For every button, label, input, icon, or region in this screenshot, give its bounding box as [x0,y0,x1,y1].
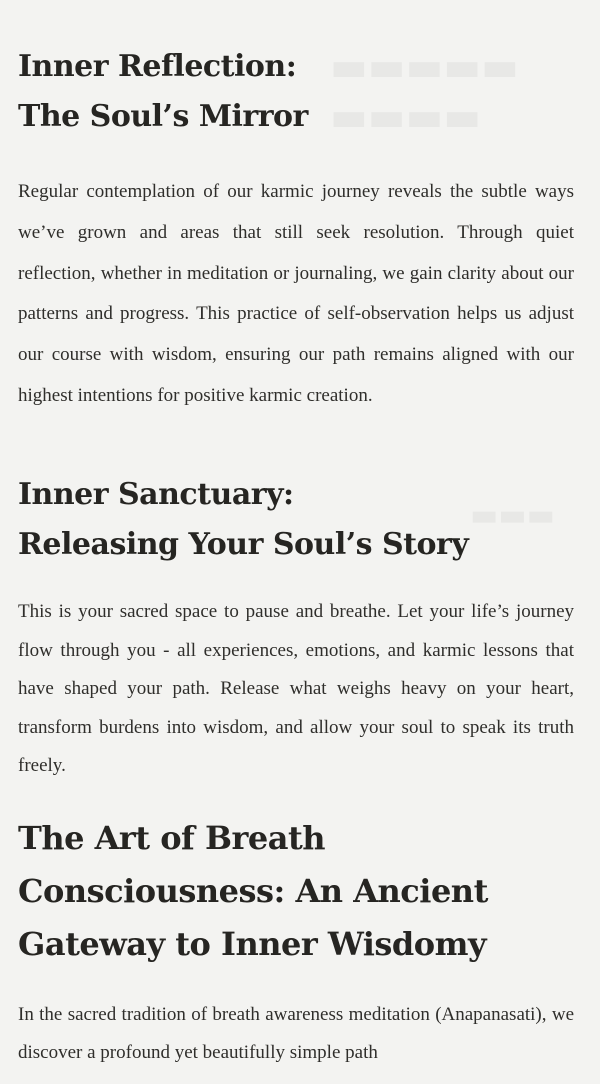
section-paragraph-breath-consciousness: In the sacred tradition of breath awareness meditation (Anapanasati), we discover a profound yet beautifully simple path [18,1004,574,1063]
heading-line: The Art of Breath [18,819,325,857]
section-paragraph-inner-reflection: Regular contemplation of our karmic journey reveals the subtle ways we’ve grown and areas that still seek resolution. Through quiet reflection, whether in meditation or journaling, we gain clarity about our patterns and progress. This practice of self-observation helps us adjust our course with wisdom, ensuring our path remains aligned with our highest intentions for positive karmic creation. [18,181,574,406]
bleed-through-text: ▬▬▬ [470,498,556,533]
section-heading-breath-consciousness [18,812,574,971]
section-paragraph-inner-sanctuary: This is your sacred space to pause and breathe. Let your life’s journey flow through you - all experiences, emotions, and karmic lessons that have shaped your path. Release what weighs heavy on your heart, transform burdens into wisdom, and allow your soul to speak its truth freely. [18,601,574,776]
section-heading-inner-sanctuary [18,470,574,570]
heading-line: Gateway to Inner Wisdomy [18,925,487,963]
heading-line: Releasing Your Soul’s Story [18,527,469,562]
heading-line: Inner Sanctuary: [18,477,294,512]
heading-line: Inner Reflection: [18,49,297,84]
heading-line: Consciousness: An Ancient [18,872,488,910]
section-heading-inner-reflection [18,42,574,142]
bleed-through-text: ▬▬▬▬▬ ▬▬▬▬ [330,43,519,140]
heading-line: The Soul’s Mirror [18,99,308,134]
